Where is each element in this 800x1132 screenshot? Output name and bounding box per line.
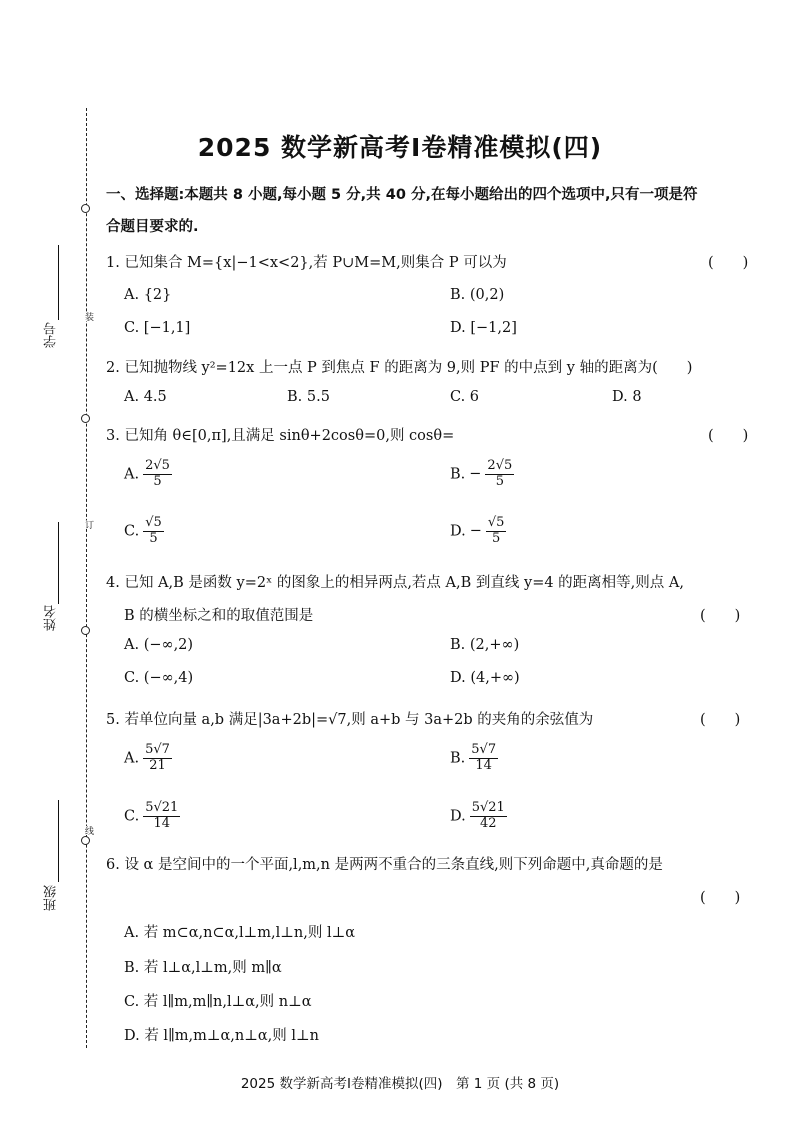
question-3-stem: 3. 已知角 θ∈[0,π],且满足 sinθ+2cosθ=0,则 cosθ= <box>106 428 455 444</box>
binding-mark-zhuang: 装 <box>83 312 93 321</box>
page-title: 2025 数学新高考Ⅰ卷精准模拟(四) <box>197 133 603 162</box>
fraction <box>469 743 498 774</box>
question-2-stem: 2. 已知抛物线 y²=12x 上一点 P 到焦点 F 的距离为 9,则 PF 的中点到 y 轴的距离为( ) <box>106 360 693 376</box>
numerator: 5√21 <box>145 800 179 815</box>
numerator: 5√7 <box>145 742 170 757</box>
question-1-option-a: A. {2} <box>124 287 172 303</box>
question-4-option-d: D. (4,+∞) <box>450 670 520 686</box>
binding-hole <box>81 836 90 845</box>
question-3-option-b <box>450 459 514 490</box>
question-1-stem: 1. 已知集合 M={x|−1<x<2},若 P∪M=M,则集合 P 可以为 <box>106 255 507 271</box>
question-6-stem: 6. 设 α 是空间中的一个平面,l,m,n 是两两不重合的三条直线,则下列命题中,真命题的是 <box>106 857 663 873</box>
binding-hole <box>81 414 90 423</box>
question-3-option-c <box>124 516 164 547</box>
fraction <box>486 516 507 547</box>
question-6-option-a: A. 若 m⊂α,n⊂α,l⊥m,l⊥n,则 l⊥α <box>124 925 356 941</box>
binding-mark-xian: 线 <box>83 826 93 835</box>
student-id-line <box>58 245 59 320</box>
question-5-option-a <box>124 743 172 774</box>
question-5-option-b <box>450 743 498 774</box>
question-6-option-d: D. 若 l∥m,m⊥α,n⊥α,则 l⊥n <box>124 1028 320 1044</box>
question-5-option-c <box>124 801 180 832</box>
question-4-stem-line1: 4. 已知 A,B 是函数 y=2ˣ 的图象上的相异两点,若点 A,B 到直线 y=4 的距离相等,则点 A, <box>106 575 684 591</box>
option-label: D. <box>450 808 466 825</box>
binding-hole <box>81 204 90 213</box>
name-line <box>58 522 59 604</box>
question-1-option-b: B. (0,2) <box>450 287 505 303</box>
fraction <box>143 743 172 774</box>
question-1-option-d: D. [−1,2] <box>450 320 517 336</box>
option-label: C. <box>124 808 140 825</box>
denominator: 5 <box>495 473 504 489</box>
fraction <box>143 801 180 832</box>
denominator: 5 <box>492 530 501 546</box>
question-4-option-b: B. (2,+∞) <box>450 637 520 653</box>
denominator: 21 <box>149 757 166 773</box>
option-label: B. <box>450 750 466 767</box>
question-4-option-a: A. (−∞,2) <box>124 637 194 653</box>
question-2-option-d: D. 8 <box>612 389 642 405</box>
section-instruction-line1: 一、选择题:本题共 8 小题,每小题 5 分,共 40 分,在每小题给出的四个选项中,只有一项是符 <box>106 187 698 203</box>
denominator: 14 <box>475 757 492 773</box>
page-footer: 2025 数学新高考Ⅰ卷精准模拟(四) 第 1 页 (共 8 页) <box>240 1076 560 1092</box>
fraction <box>470 801 507 832</box>
fraction <box>143 516 164 547</box>
name-label: 姓名 <box>44 605 59 631</box>
question-2-option-b: B. 5.5 <box>287 389 330 405</box>
question-6-answer-blank: ( ) <box>700 890 741 906</box>
denominator: 42 <box>480 815 497 831</box>
question-4-answer-blank: ( ) <box>700 608 741 624</box>
student-id-label: 学号 <box>44 322 59 348</box>
class-label: 班级 <box>44 885 59 911</box>
numerator: 5√7 <box>471 742 497 757</box>
question-3-answer-blank: ( ) <box>708 428 749 444</box>
question-2-option-c: C. 6 <box>450 389 480 405</box>
question-1-answer-blank: ( ) <box>708 255 749 271</box>
question-5-stem: 5. 若单位向量 a,b 满足|3a+2b|=√7,则 a+b 与 3a+2b 的夹角的余弦值为 <box>106 712 594 728</box>
option-label: D. <box>450 523 466 540</box>
question-5-answer-blank: ( ) <box>700 712 741 728</box>
numerator: 2√5 <box>487 458 513 473</box>
option-label: A. <box>124 466 140 483</box>
denominator: 14 <box>153 815 171 831</box>
binding-dashed-line <box>86 108 87 1048</box>
question-3-option-a <box>124 459 172 490</box>
numerator: √5 <box>487 515 505 530</box>
denominator: 5 <box>149 530 158 546</box>
section-instruction-line2: 合题目要求的. <box>106 219 199 235</box>
question-6-option-b: B. 若 l⊥α,l⊥m,则 m∥α <box>124 960 282 976</box>
question-6-option-c: C. 若 l∥m,m∥n,l⊥α,则 n⊥α <box>124 994 312 1010</box>
question-3-option-d <box>450 516 506 547</box>
binding-hole <box>81 626 90 635</box>
numerator: 2√5 <box>145 458 170 473</box>
question-2-option-a: A. 4.5 <box>124 389 167 405</box>
numerator: 5√21 <box>471 800 505 815</box>
question-4-stem-line2: B 的横坐标之和的取值范围是 <box>124 608 314 624</box>
option-label: A. <box>124 750 140 767</box>
class-line <box>58 800 59 882</box>
option-label: C. <box>124 523 140 540</box>
fraction <box>143 459 172 490</box>
minus-sign: − <box>469 466 482 483</box>
fraction <box>485 459 514 490</box>
question-1-option-c: C. [−1,1] <box>124 320 191 336</box>
denominator: 5 <box>153 473 162 489</box>
option-label: B. <box>450 466 466 483</box>
binding-mark-ding: 订 <box>83 520 93 529</box>
question-5-option-d <box>450 801 507 832</box>
question-4-option-c: C. (−∞,4) <box>124 670 194 686</box>
minus-sign: − <box>469 523 482 540</box>
numerator: √5 <box>145 515 162 530</box>
